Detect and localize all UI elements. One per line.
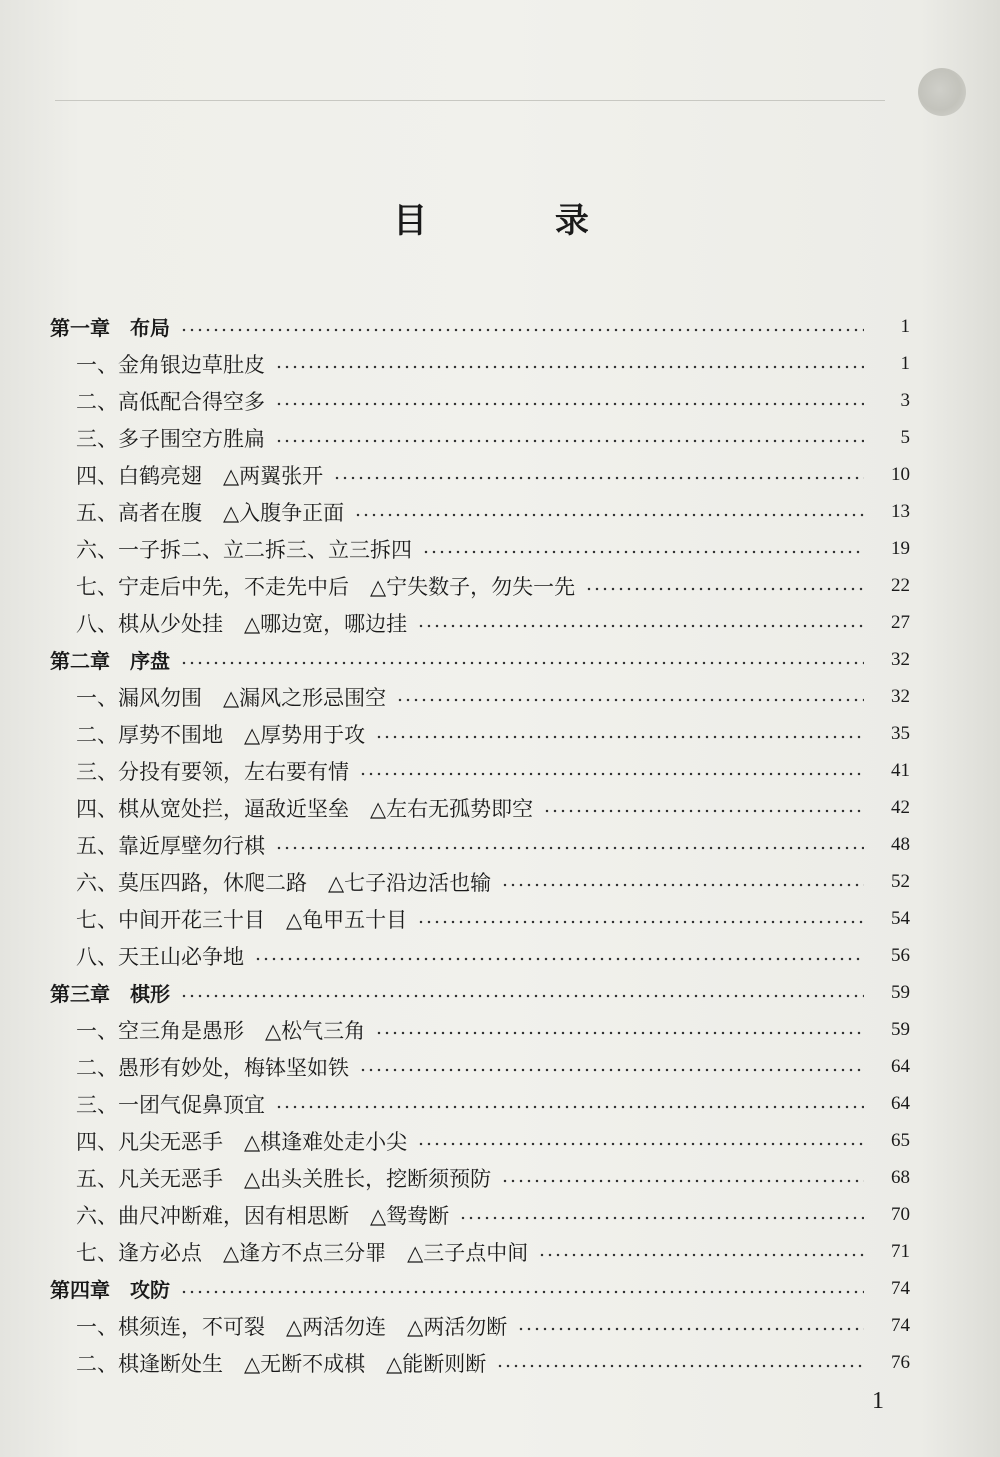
toc-page-number: 56 [891,944,910,966]
toc-section-entry [50,1122,910,1159]
toc-page-number: 35 [891,722,910,744]
toc-section-entry [50,1344,910,1381]
toc-chapter-entry [50,974,910,1011]
toc-page-number: 22 [891,574,910,596]
toc-page-number: 76 [891,1351,910,1373]
toc-dot-leader [275,402,864,406]
toc-dot-leader [275,1105,864,1109]
toc-dot-leader [354,513,864,517]
toc-dot-leader [459,1216,864,1220]
toc-section-entry [50,1307,910,1344]
toc-dot-leader [417,624,864,628]
toc-dot-leader [180,328,864,332]
toc-entry-label: 六、莫压四路，休爬二路 △七子沿边活也输 [76,870,492,895]
toc-section-entry [50,1196,910,1233]
toc-chapter-entry [50,1270,910,1307]
toc-section-entry [50,752,910,789]
header-rule [55,100,885,101]
toc-page-number: 41 [891,759,910,781]
toc-entry-label: 二、棋逢断处生 △无断不成棋 △能断则断 [76,1351,487,1376]
toc-entry-label: 第三章 棋形 [50,982,170,1006]
page-folio: 1 [872,1388,884,1414]
table-of-contents [50,308,910,1381]
toc-page-number: 1 [900,315,910,337]
toc-section-entry [50,419,910,456]
toc-page-number: 52 [891,870,910,892]
toc-section-entry [50,826,910,863]
toc-page-number: 74 [891,1314,910,1336]
toc-page-number: 65 [891,1129,910,1151]
toc-chapter-entry [50,641,910,678]
toc-page-number: 13 [891,500,910,522]
toc-entry-label: 八、天王山必争地 [76,944,244,969]
toc-dot-leader [180,1290,864,1294]
toc-section-entry [50,493,910,530]
toc-section-entry [50,937,910,974]
toc-section-entry [50,1048,910,1085]
toc-dot-leader [375,1031,864,1035]
toc-entry-label: 五、凡关无恶手 △出头关胜长，挖断须预防 [76,1166,492,1191]
toc-dot-leader [501,1179,864,1183]
toc-dot-leader [275,439,864,443]
toc-entry-label: 五、高者在腹 △入腹争正面 [76,500,345,525]
toc-entry-label: 六、一子拆二、立二拆三、立三拆四 [76,537,412,562]
toc-entry-label: 四、凡尖无恶手 △棋逢难处走小尖 [76,1129,408,1154]
toc-page-number: 64 [891,1092,910,1114]
toc-dot-leader [359,1068,864,1072]
toc-section-entry [50,382,910,419]
toc-page-number: 74 [891,1277,910,1299]
toc-entry-label: 七、中间开花三十目 △龟甲五十目 [76,907,408,932]
toc-entry-label: 一、棋须连，不可裂 △两活勿连 △两活勿断 [76,1314,508,1339]
toc-entry-label: 四、棋从宽处拦，逼敌近坚垒 △左右无孤势即空 [76,796,534,821]
toc-entry-label: 三、一团气促鼻顶宜 [76,1092,265,1117]
toc-page-number: 5 [900,426,910,448]
toc-dot-leader [417,1142,864,1146]
toc-entry-label: 三、分投有要领，左右要有情 [76,759,349,784]
toc-entry-label: 三、多子围空方胜扁 [76,426,265,451]
toc-section-entry [50,863,910,900]
toc-section-entry [50,604,910,641]
toc-page-number: 32 [891,648,910,670]
toc-dot-leader [275,365,864,369]
toc-section-entry [50,567,910,604]
toc-dot-leader [180,661,864,665]
toc-dot-leader [585,587,864,591]
toc-dot-leader [359,772,864,776]
toc-dot-leader [333,476,864,480]
toc-page-number: 59 [891,1018,910,1040]
toc-dot-leader [275,846,864,850]
toc-dot-leader [517,1327,864,1331]
toc-dot-leader [254,957,864,961]
toc-entry-label: 一、漏风勿围 △漏风之形忌围空 [76,685,387,710]
toc-entry-label: 一、金角银边草肚皮 [76,352,265,377]
toc-page-number: 68 [891,1166,910,1188]
toc-page-number: 1 [900,352,910,374]
toc-dot-leader [496,1364,864,1368]
toc-section-entry [50,1233,910,1270]
toc-dot-leader [396,698,864,702]
toc-entry-label: 二、高低配合得空多 [76,389,265,414]
toc-page-number: 64 [891,1055,910,1077]
toc-page-number: 48 [891,833,910,855]
toc-entry-label: 二、厚势不围地 △厚势用于攻 [76,722,366,747]
toc-page-number: 27 [891,611,910,633]
toc-section-entry [50,456,910,493]
toc-dot-leader [375,735,864,739]
toc-dot-leader [501,883,864,887]
toc-dot-leader [422,550,864,554]
toc-entry-label: 二、愚形有妙处，梅钵坚如铁 [76,1055,349,1080]
toc-entry-label: 第四章 攻防 [50,1278,170,1302]
page-corner-mark [918,68,966,116]
toc-page-number: 32 [891,685,910,707]
toc-section-entry [50,1159,910,1196]
toc-dot-leader [538,1253,864,1257]
toc-section-entry [50,1085,910,1122]
toc-section-entry [50,900,910,937]
toc-section-entry [50,530,910,567]
toc-dot-leader [417,920,864,924]
toc-entry-label: 一、空三角是愚形 △松气三角 [76,1018,366,1043]
toc-entry-label: 第二章 序盘 [50,649,170,673]
toc-section-entry [50,789,910,826]
toc-entry-label: 七、宁走后中先，不走先中后 △宁失数子，勿失一先 [76,574,576,599]
toc-section-entry [50,678,910,715]
toc-page-number: 71 [891,1240,910,1262]
toc-section-entry [50,715,910,752]
toc-entry-label: 四、白鹤亮翅 △两翼张开 [76,463,324,488]
toc-page-number: 3 [900,389,910,411]
toc-entry-label: 七、逢方必点 △逢方不点三分罪 △三子点中间 [76,1240,529,1265]
toc-entry-label: 六、曲尺冲断难，因有相思断 △鸳鸯断 [76,1203,450,1228]
toc-page-number: 59 [891,981,910,1003]
toc-page-number: 70 [891,1203,910,1225]
toc-entry-label: 八、棋从少处挂 △哪边宽，哪边挂 [76,611,408,636]
toc-section-entry [50,1011,910,1048]
page-title: 目 录 [393,201,647,241]
toc-entry-label: 第一章 布局 [50,316,170,340]
toc-page-number: 42 [891,796,910,818]
toc-dot-leader [543,809,864,813]
toc-dot-leader [180,994,864,998]
toc-page-number: 19 [891,537,910,559]
toc-page-number: 10 [891,463,910,485]
toc-section-entry [50,345,910,382]
toc-page-number: 54 [891,907,910,929]
toc-entry-label: 五、靠近厚壁勿行棋 [76,833,265,858]
toc-chapter-entry [50,308,910,345]
